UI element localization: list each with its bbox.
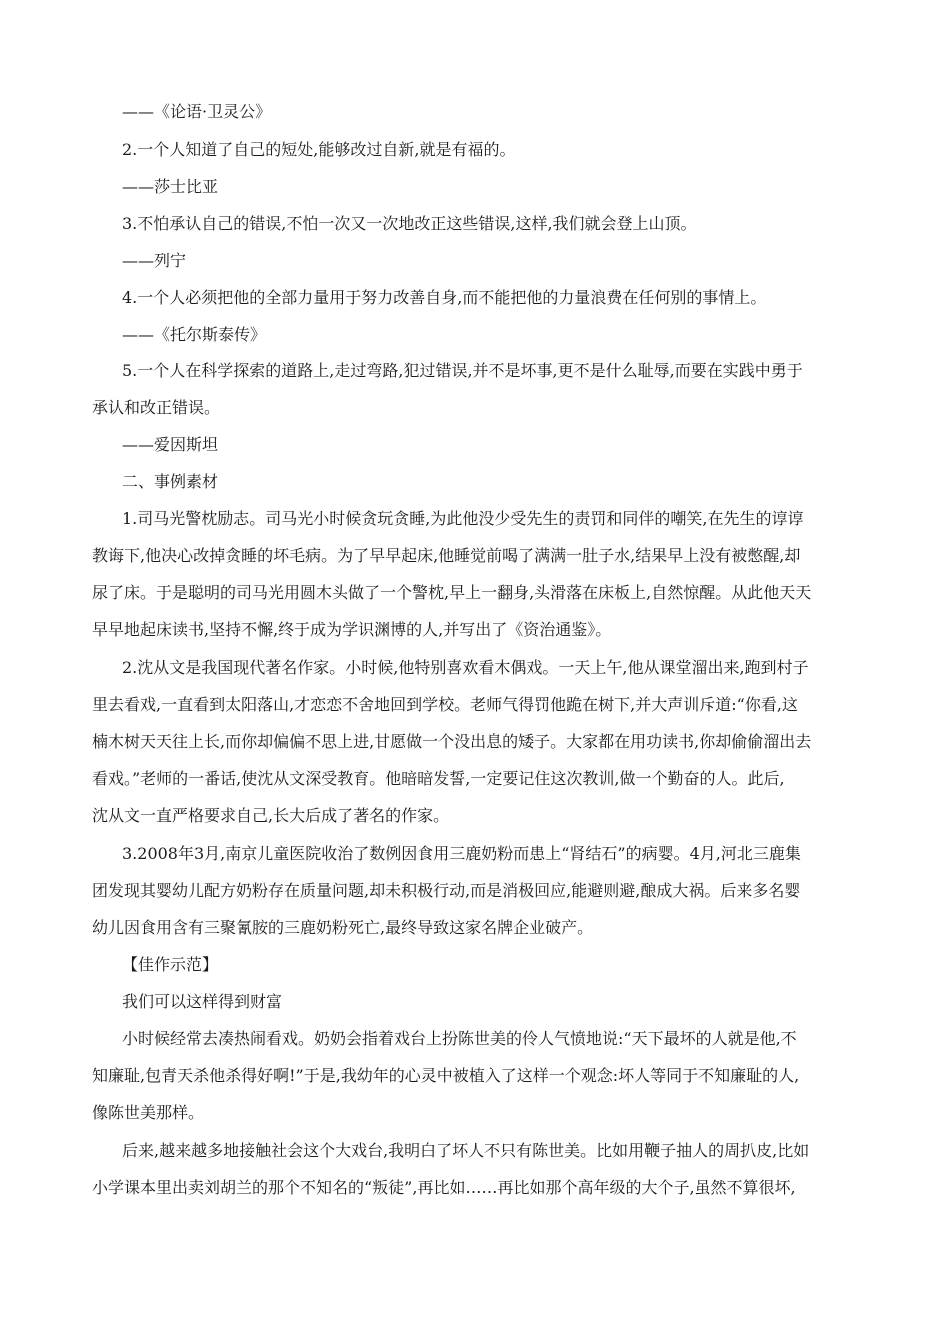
example-line: 早早地起床读书,坚持不懈,终于成为学识渊博的人,并写出了《资治通鉴》。 bbox=[92, 620, 612, 639]
example-line: 里去看戏,一直看到太阳落山,才恋恋不舍地回到学校。老师气得罚他跪在树下,并大声训斥道:“你看,这 bbox=[92, 695, 798, 714]
essay-title: 我们可以这样得到财富 bbox=[122, 992, 283, 1011]
quote-source: ——《托尔斯泰传》 bbox=[122, 325, 267, 344]
example-line: 1.司马光警枕励志。司马光小时候贪玩贪睡,为此他没少受先生的责罚和同伴的嘲笑,在先生的谆谆 bbox=[122, 509, 804, 528]
example-line: 沈从文一直严格要求自己,长大后成了著名的作家。 bbox=[92, 806, 450, 825]
quote-line: 承认和改正错误。 bbox=[92, 398, 221, 417]
essay-line: 小时候经常去凑热闹看戏。奶奶会指着戏台上扮陈世美的伶人气愤地说:“天下最坏的人就是他,不 bbox=[122, 1029, 797, 1048]
essay-line: 像陈世美那样。 bbox=[92, 1103, 205, 1122]
example-line: 3.2008年3月,南京儿童医院收治了数例因食用三鹿奶粉而患上“肾结石”的病婴。4月,河北三鹿集 bbox=[122, 844, 801, 863]
essay-line: 小学课本里出卖刘胡兰的那个不知名的“叛徒”,再比如……再比如那个高年级的大个子,虽然不算很坏, bbox=[92, 1178, 796, 1197]
example-line: 教诲下,他决心改掉贪睡的坏毛病。为了早早起床,他睡觉前喝了满满一肚子水,结果早上没有被憋醒,却 bbox=[92, 546, 801, 565]
quote-line: 3.不怕承认自己的错误,不怕一次又一次地改正这些错误,这样,我们就会登上山顶。 bbox=[122, 214, 697, 233]
quote-source: ——《论语·卫灵公》 bbox=[122, 102, 272, 121]
essay-line: 知廉耻,包青天杀他杀得好啊!”于是,我幼年的心灵中被植入了这样一个观念:坏人等同于不知廉耻的人, bbox=[92, 1066, 800, 1085]
model-heading: 【佳作示范】 bbox=[122, 955, 219, 974]
example-line: 幼儿因食用含有三聚氰胺的三鹿奶粉死亡,最终导致这家名牌企业破产。 bbox=[92, 918, 594, 937]
example-line: 2.沈从文是我国现代著名作家。小时候,他特别喜欢看木偶戏。一天上午,他从课堂溜出来,跑到村子 bbox=[122, 658, 809, 677]
example-line: 尿了床。于是聪明的司马光用圆木头做了一个警枕,早上一翻身,头滑落在床板上,自然惊醒。从此他天天 bbox=[92, 583, 812, 602]
example-line: 团发现其婴幼儿配方奶粉存在质量问题,却未积极行动,而是消极回应,能避则避,酿成大祸。后来多名婴 bbox=[92, 881, 801, 900]
quote-source: ——莎士比亚 bbox=[122, 177, 219, 196]
quote-line: 2.一个人知道了自己的短处,能够改过自新,就是有福的。 bbox=[122, 140, 516, 159]
example-line: 看戏。”老师的一番话,使沈从文深受教育。他暗暗发誓,一定要记住这次教训,做一个勤奋的人。此后, bbox=[92, 769, 785, 788]
quote-source: ——爱因斯坦 bbox=[122, 435, 219, 454]
essay-line: 后来,越来越多地接触社会这个大戏台,我明白了坏人不只有陈世美。比如用鞭子抽人的周扒皮,比如 bbox=[122, 1141, 810, 1160]
example-line: 楠木树天天往上长,而你却偏偏不思上进,甘愿做一个没出息的矮子。大家都在用功读书,你却偷偷溜出去 bbox=[92, 732, 812, 751]
quote-source: ——列宁 bbox=[122, 251, 187, 270]
quote-line: 4.一个人必须把他的全部力量用于努力改善自身,而不能把他的力量浪费在任何别的事情上。 bbox=[122, 288, 767, 307]
quote-line: 5.一个人在科学探索的道路上,走过弯路,犯过错误,并不是坏事,更不是什么耻辱,而要在实践中勇于 bbox=[122, 361, 803, 380]
section-heading: 二、事例素材 bbox=[122, 472, 219, 491]
